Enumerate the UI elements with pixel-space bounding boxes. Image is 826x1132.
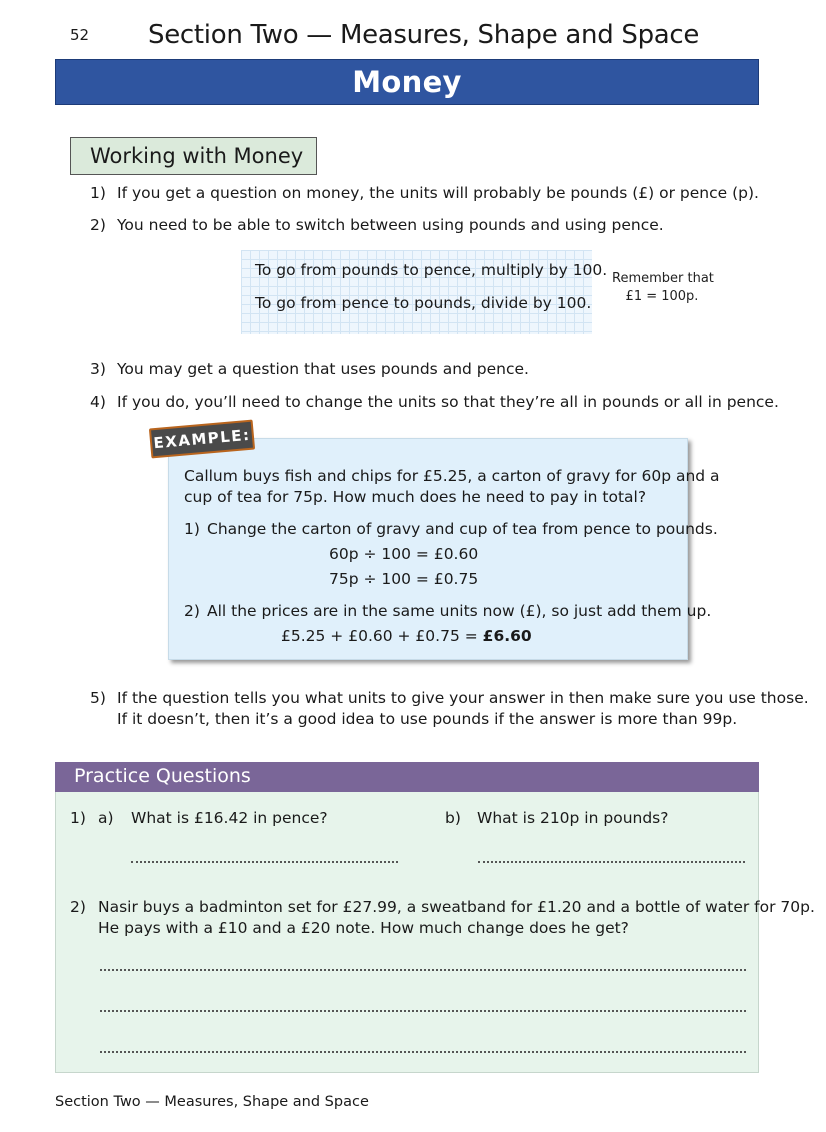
- question-1b-label: b): [445, 809, 461, 827]
- point-number: 5): [90, 689, 106, 707]
- answer-line-2a[interactable]: [100, 969, 746, 971]
- practice-questions-body: [55, 792, 815, 1073]
- conversion-box: [241, 250, 608, 334]
- example-step-1-number: 1): [184, 520, 200, 538]
- example-calc-1: 60p ÷ 100 = £0.60: [329, 545, 479, 563]
- question-2-line-1: Nasir buys a badminton set for £27.99, a sweatband for £1.20 and a bottle of water for 70p.: [98, 898, 815, 916]
- point-text-continued: If it doesn’t, then it’s a good idea to use pounds if the answer is more than 99p.: [117, 710, 738, 728]
- subheading-box: [70, 137, 317, 175]
- page-title: Money: [352, 65, 462, 99]
- example-step-1: Change the carton of gravy and cup of tea from pence to pounds.: [207, 520, 718, 538]
- question-2-line-2: He pays with a £10 and a £20 note. How much change does he get?: [98, 919, 629, 937]
- point-number: 2): [90, 216, 106, 234]
- conversion-line-2: To go from pence to pounds, divide by 100.: [255, 294, 592, 312]
- subheading: Working with Money: [90, 144, 304, 168]
- practice-questions-header: [55, 762, 759, 792]
- answer-line-2c[interactable]: [100, 1051, 746, 1053]
- answer-line-2b[interactable]: [100, 1010, 746, 1012]
- practice-questions-title: Practice Questions: [74, 765, 251, 787]
- title-bar: [55, 59, 759, 105]
- example-step-2: All the prices are in the same units now (£), so just add them up.: [207, 602, 712, 620]
- point-number: 3): [90, 360, 106, 378]
- example-answer: £6.60: [482, 627, 532, 645]
- example-box: [168, 438, 720, 660]
- point-text: If you do, you’ll need to change the units so that they’re all in pounds or all in pence.: [117, 393, 779, 411]
- remember-line-2: £1 = 100p.: [625, 289, 699, 304]
- point-number: 4): [90, 393, 106, 411]
- conversion-line-1: To go from pounds to pence, multiply by 100.: [255, 261, 608, 279]
- question-1a: What is £16.42 in pence?: [131, 809, 328, 827]
- remember-note: [612, 270, 712, 306]
- answer-line-1b[interactable]: [478, 861, 745, 863]
- page-footer: Section Two — Measures, Shape and Space: [55, 1094, 369, 1110]
- point-text: If the question tells you what units to give your answer in then make sure you use those.: [117, 689, 809, 707]
- example-sum-expression: £5.25 + £0.60 + £0.75 =: [281, 627, 483, 645]
- section-header: Section Two — Measures, Shape and Space: [148, 20, 700, 50]
- example-badge-label: EXAMPLE:: [152, 425, 252, 453]
- example-step-2-number: 2): [184, 602, 200, 620]
- answer-line-1a[interactable]: [131, 861, 398, 863]
- question-1b: What is 210p in pounds?: [477, 809, 669, 827]
- point-text: If you get a question on money, the units will probably be pounds (£) or pence (p).: [117, 184, 759, 202]
- remember-line-1: Remember that: [612, 271, 714, 286]
- point-text: You may get a question that uses pounds and pence.: [117, 360, 529, 378]
- example-calc-2: 75p ÷ 100 = £0.75: [329, 570, 479, 588]
- example-sum: [281, 626, 532, 647]
- question-2-number: 2): [70, 898, 86, 916]
- point-text: You need to be able to switch between using pounds and using pence.: [117, 216, 664, 234]
- point-number: 1): [90, 184, 106, 202]
- question-1-number: 1): [70, 809, 86, 827]
- page-number: 52: [70, 26, 90, 44]
- example-question-line-2: cup of tea for 75p. How much does he need to pay in total?: [184, 488, 647, 506]
- example-question-line-1: Callum buys fish and chips for £5.25, a carton of gravy for 60p and a: [184, 467, 720, 485]
- question-1a-label: a): [98, 809, 114, 827]
